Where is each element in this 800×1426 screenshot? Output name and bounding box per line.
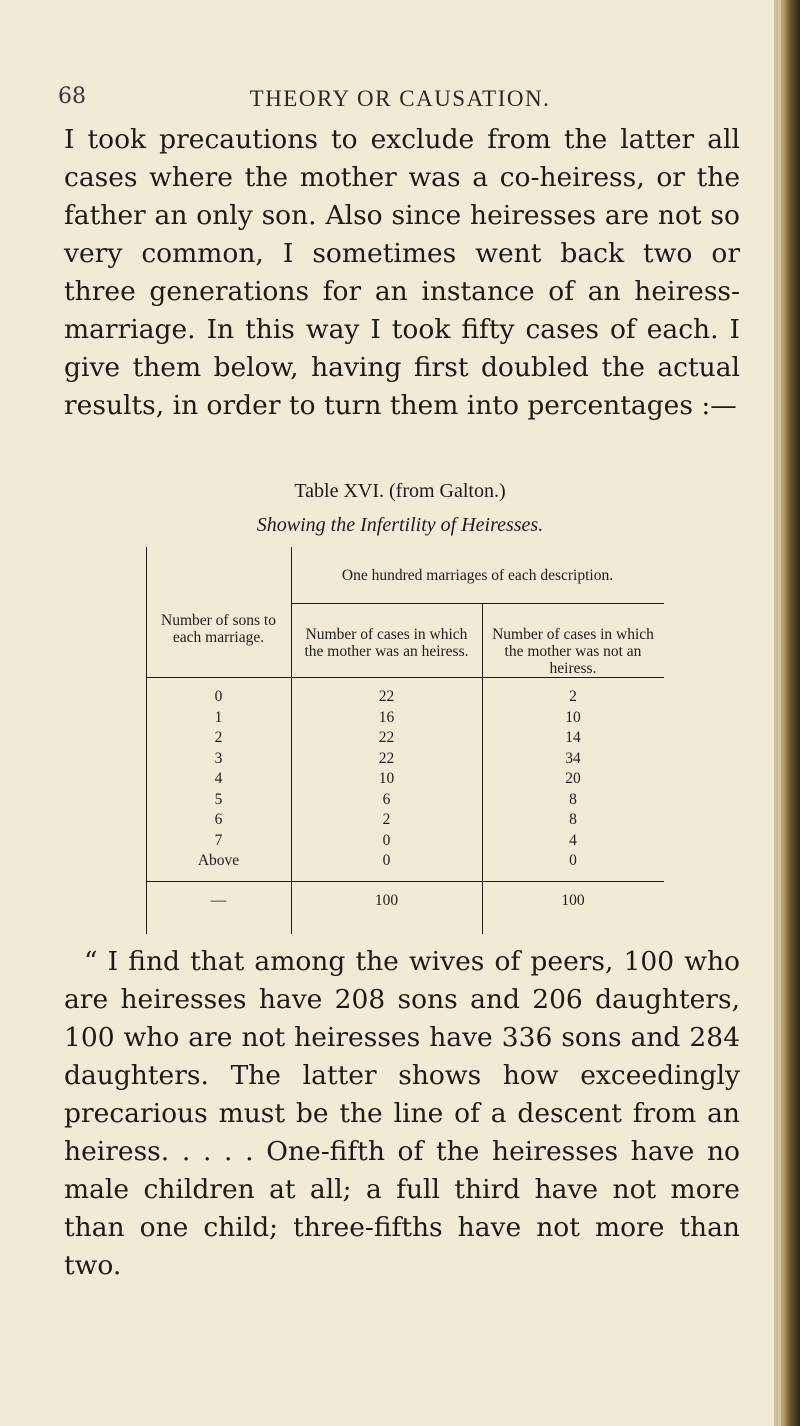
non-heiress-value: 14 bbox=[565, 729, 581, 746]
non-heiress-value: 4 bbox=[569, 831, 577, 849]
sons-value: 7 bbox=[214, 831, 223, 849]
non-heiress-column bbox=[482, 687, 664, 872]
heiress-value: 6 bbox=[382, 790, 391, 808]
sons-value: 3 bbox=[214, 749, 223, 767]
paragraph-2: “ I find that among the wives of peers, 100 who are heiresses have 208 sons and 206 daughters, 100 who are not heiresses have 336 sons and 284 daughters. The latter shows how exceedingly precarious must be the line of a descent from an heiress. . . . . One-fifth of the heiresses have no male children at all; a full third have not more than one child; three-fifths have not more than two. bbox=[64, 946, 740, 1281]
table-rule-total bbox=[146, 881, 664, 882]
paragraph-1: I took precautions to exclude from the latter all cases where the mother was a co-heiress, or the father an only son. Also since heiresses are not so very common, I sometimes went back two or three generations for an instance of an heiress-marriage. In this way I took fifty cases of each. I give them below, having first doubled the actual results, in order to turn them into percentages :— bbox=[64, 124, 740, 421]
col2-header: Number of cases in which the mother was not an heiress. bbox=[492, 626, 654, 677]
running-head: THEORY OR CAUSATION. bbox=[249, 86, 551, 111]
table-caption: Table XVI. (from Galton.) bbox=[294, 480, 506, 502]
table-rule-group bbox=[291, 603, 664, 604]
non-heiress-value: 2 bbox=[569, 688, 577, 705]
page-edge-shadow bbox=[774, 0, 800, 1426]
non-heiress-value: 8 bbox=[569, 811, 577, 828]
non-heiress-total: 100 bbox=[561, 892, 585, 909]
heiress-value: 0 bbox=[382, 852, 391, 869]
non-heiress-value: 8 bbox=[569, 790, 577, 808]
non-heiress-value: 0 bbox=[569, 852, 577, 869]
sons-value: 2 bbox=[214, 729, 223, 746]
sons-value: Above bbox=[197, 852, 240, 869]
non-heiress-value: 34 bbox=[565, 749, 581, 767]
heiress-value: 22 bbox=[378, 749, 395, 767]
sons-value: 1 bbox=[214, 708, 223, 726]
heiress-column bbox=[291, 687, 482, 872]
page-number: 68 bbox=[58, 84, 86, 109]
page-edge-crease bbox=[778, 0, 781, 1426]
sons-value: 4 bbox=[214, 770, 223, 787]
heiress-value: 22 bbox=[378, 688, 395, 705]
heiress-value: 10 bbox=[378, 770, 395, 787]
heiress-value: 22 bbox=[378, 729, 395, 746]
table-subcaption: Showing the Infertility of Heiresses. bbox=[256, 514, 544, 536]
table-rule-header bbox=[146, 677, 664, 678]
group-header: One hundred marriages of each description. bbox=[341, 567, 614, 584]
row-header: Number of sons to each marriage. bbox=[161, 612, 276, 646]
non-heiress-value: 10 bbox=[565, 708, 581, 726]
non-heiress-value: 20 bbox=[565, 770, 581, 787]
heiress-value: 16 bbox=[378, 708, 395, 726]
col1-header: Number of cases in which the mother was an heiress. bbox=[304, 626, 469, 660]
infertility-table bbox=[146, 547, 664, 934]
sons-column bbox=[146, 687, 291, 872]
heiress-total: 100 bbox=[374, 892, 399, 909]
total-label: — bbox=[210, 892, 227, 909]
sons-value: 5 bbox=[214, 790, 223, 808]
heiress-value: 0 bbox=[382, 831, 391, 849]
heiress-value: 2 bbox=[382, 811, 391, 828]
sons-value: 6 bbox=[214, 811, 223, 828]
sons-value: 0 bbox=[214, 688, 223, 705]
